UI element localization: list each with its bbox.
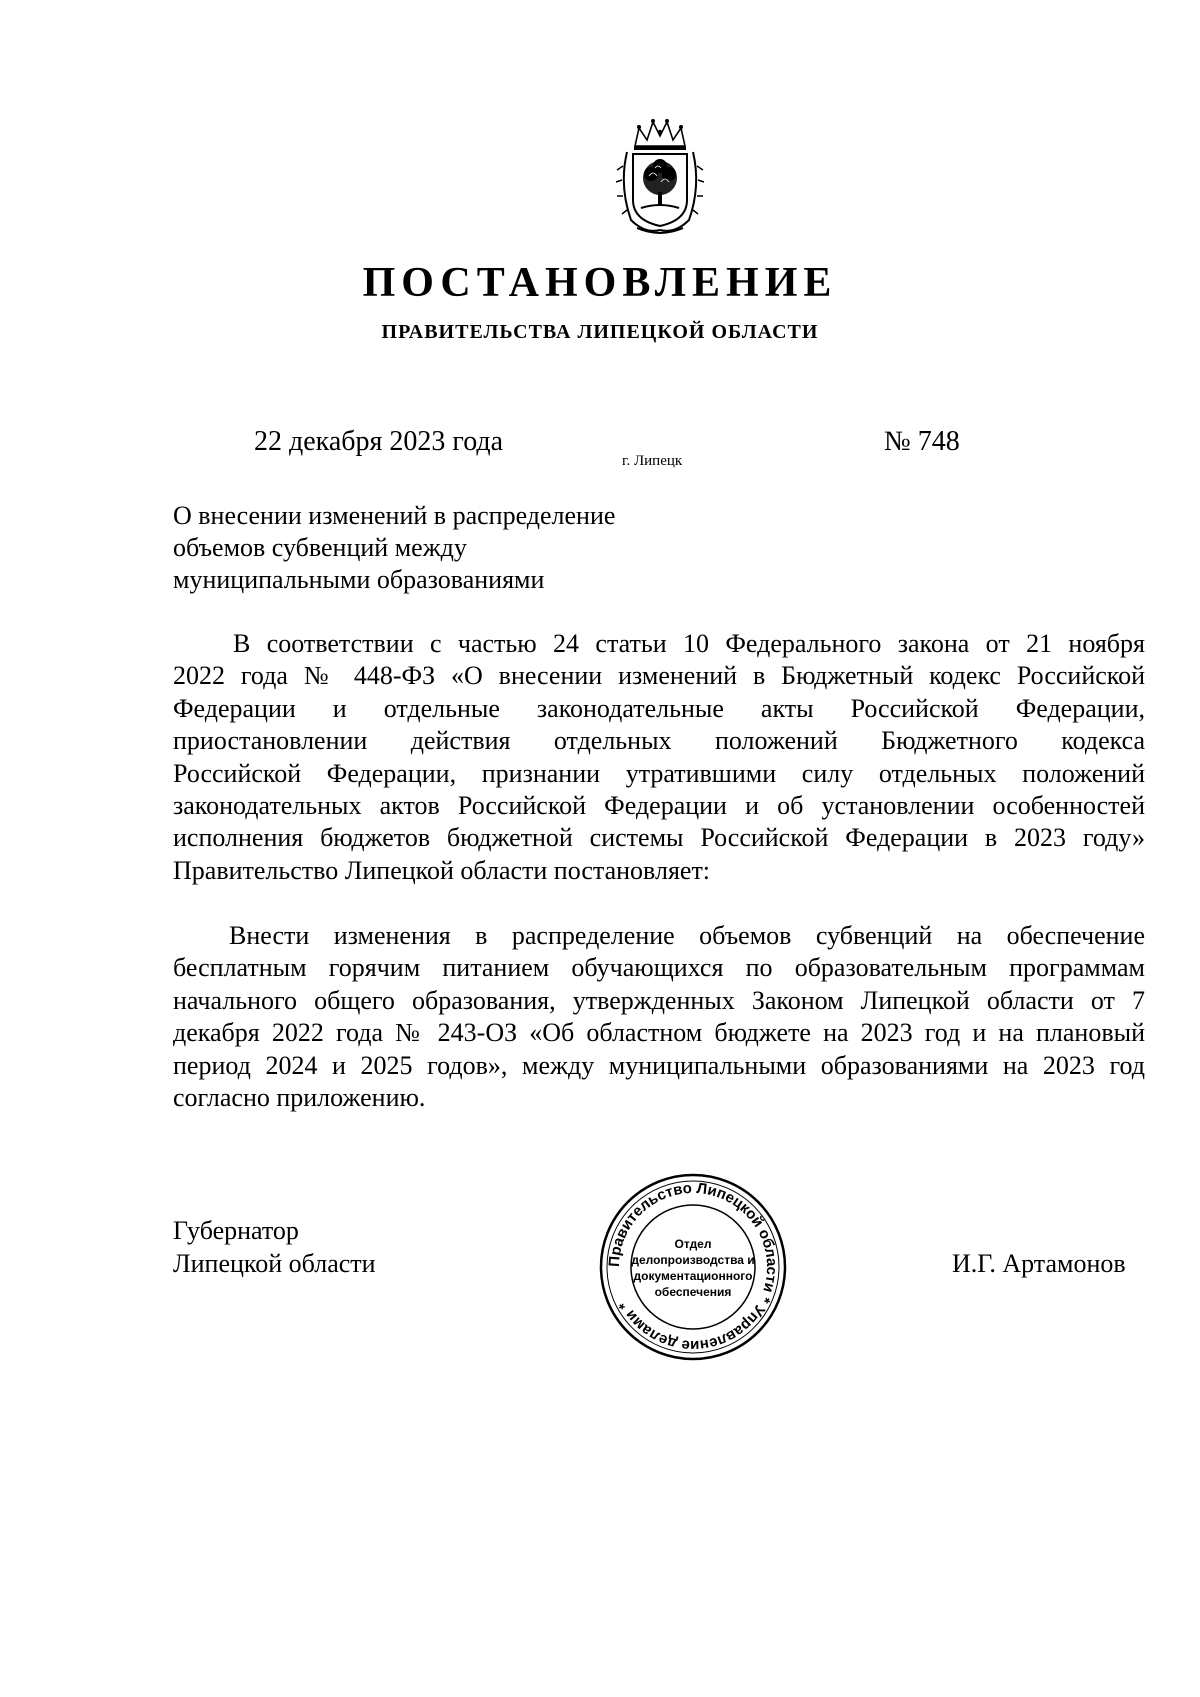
decision-paragraph [173,920,1145,1114]
document-date: 22 декабря 2023 года [254,426,504,457]
paragraph-line: декабря 2022 года № 243-ОЗ «Об областном бюджете на 2023 год и на плановый [173,1018,1145,1048]
coat-of-arms-emblem [615,116,705,238]
paragraph-line: бесплатным горячим питанием обучающихся по образовательным программам [173,953,1145,983]
stamp-outer-text: Правительство Липецкой области * Управление делами * [605,1179,781,1355]
paragraph-line: В соответствии с частью 24 статьи 10 Федерального закона от 21 ноября [233,629,1145,658]
position-line: Липецкой области [173,1249,376,1278]
paragraph-line: Российской Федерации, признании утратившими силу отдельных положений [173,758,1145,788]
position-line: Губернатор [173,1216,299,1245]
document-subject [173,500,693,596]
paragraph-line: Внести изменения в распределение объемов субвенций на обеспечение [229,921,1145,950]
stamp-inner-line: делопроизводства и [631,1253,755,1267]
paragraph-line: исполнения бюджетов бюджетной системы Российской Федерации в 2023 году» [173,823,1145,853]
document-city: г. Липецк [622,453,683,469]
preamble-paragraph [173,628,1145,887]
paragraph-line: Федерации и отдельные законодательные акты Российской Федерации, [173,693,1145,723]
subject-line: объемов субвенций между [173,533,467,562]
stamp-inner-line: Отдел [674,1237,712,1251]
signatory-name: И.Г. Артамонов [952,1249,1126,1278]
issuing-authority: ПРАВИТЕЛЬСТВА ЛИПЕЦКОЙ ОБЛАСТИ [381,321,819,343]
document-title: ПОСТАНОВЛЕНИЕ [362,260,838,306]
paragraph-line: приостановлении действия отдельных положений Бюджетного кодекса [173,726,1145,756]
official-seal-stamp [598,1172,788,1362]
paragraph-line: законодательных актов Российской Федерации и об установлении особенностей [173,790,1145,820]
paragraph-line: согласно приложению. [173,1082,426,1112]
stamp-inner-line: обеспечения [654,1285,732,1299]
paragraph-line: 2022 года № 448-ФЗ «О внесении изменений в Бюджетный кодекс Российской [173,661,1145,691]
document-number: № 748 [884,426,960,457]
paragraph-line: Правительство Липецкой области постановляет: [173,855,711,885]
subject-line: муниципальными образованиями [173,565,545,594]
paragraph-line: начального общего образования, утвержденных Законом Липецкой области от 7 [173,985,1145,1015]
signatory-position [173,1214,376,1280]
paragraph-line: период 2024 и 2025 годов», между муниципальными образованиями на 2023 год [173,1050,1145,1080]
subject-line: О внесении изменений в распределение [173,501,616,530]
stamp-inner-line: документационного [633,1269,753,1283]
